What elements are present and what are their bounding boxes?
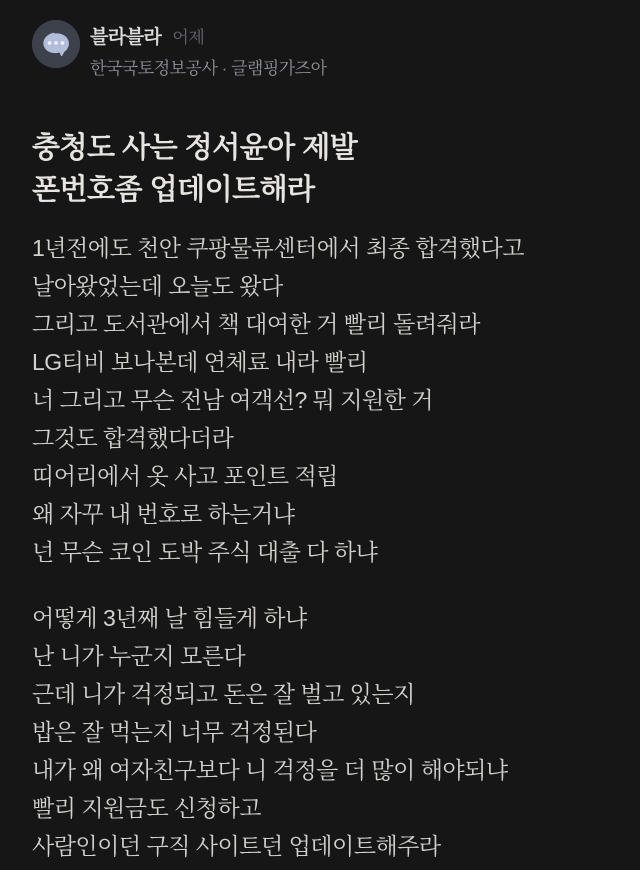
avatar[interactable] (32, 20, 80, 68)
body-line: 난 니가 누군지 모른다 (32, 643, 246, 669)
body-line: 밥은 잘 먹는지 너무 걱정된다 (32, 719, 317, 745)
title-line: 폰번호좀 업데이트해라 (32, 174, 315, 206)
board-breadcrumb[interactable]: 한국국토정보공사 · 글램핑가즈아 (90, 59, 327, 78)
body-line: LG티비 보나본데 연체료 내라 빨리 (32, 349, 368, 375)
body-line: 너 그리고 무슨 전남 여객선? 뭐 지원한 거 (32, 387, 434, 413)
body-line: 그것도 합격했다더라 (32, 425, 234, 451)
header-text (90, 20, 327, 79)
body-line: 빨리 지원금도 신청하고 (32, 795, 261, 821)
body-line: 넌 무슨 코인 도박 주식 대출 다 하냐 (32, 539, 378, 565)
body-line: 그리고 도서관에서 책 대여한 거 빨리 돌려줘라 (32, 311, 480, 337)
author-name[interactable]: 블라블라 (90, 27, 162, 48)
name-row (90, 22, 327, 49)
post-time: 어제 (172, 28, 205, 47)
body-line: 띠어리에서 옷 사고 포인트 적립 (32, 463, 338, 489)
post-body (32, 229, 608, 865)
body-line: 1년전에도 천안 쿠팡물류센터에서 최종 합격했다고 (32, 235, 524, 261)
body-line: 날아왔었는데 오늘도 왔다 (32, 273, 283, 299)
body-paragraph-2 (32, 599, 608, 865)
body-line: 왜 자꾸 내 번호로 하는거냐 (32, 501, 295, 527)
body-line: 내가 왜 여자친구보다 니 걱정을 더 많이 해야되냐 (32, 757, 508, 783)
title-line: 충청도 사는 정서윤아 제발 (32, 132, 358, 164)
body-paragraph-1 (32, 229, 608, 571)
speech-bubble-icon (32, 20, 80, 68)
body-line: 어떻게 3년째 날 힘들게 하냐 (32, 605, 307, 631)
body-line: 사람인이던 구직 사이트던 업데이트해주라 (32, 833, 441, 859)
post-title (32, 127, 608, 211)
body-line: 근데 니가 걱정되고 돈은 잘 벌고 있는지 (32, 681, 415, 707)
post-header (32, 20, 608, 79)
